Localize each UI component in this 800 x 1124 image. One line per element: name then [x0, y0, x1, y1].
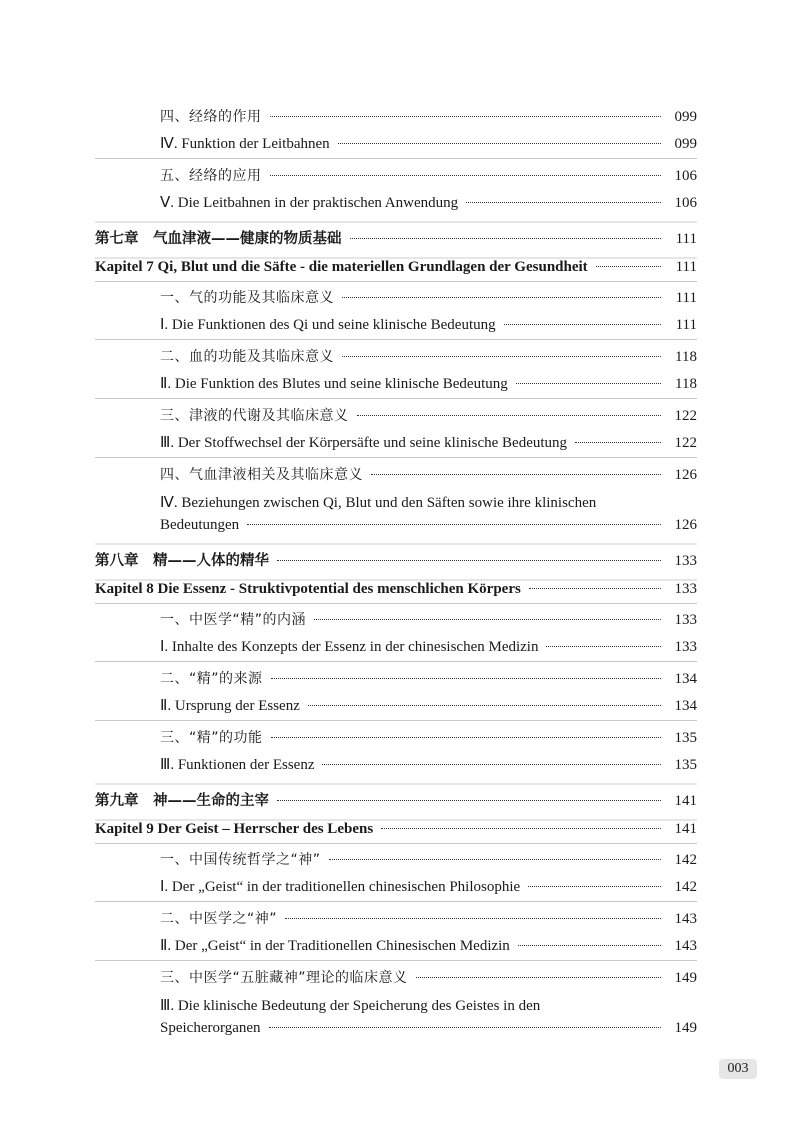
toc-entry-title: Ⅴ. Die Leitbahnen in der praktischen Anwendung	[160, 195, 459, 211]
toc-entry-title: 三、中医学“五脏藏神”理论的临床意义	[160, 970, 408, 986]
dot-leader	[338, 142, 661, 144]
toc-page-number: 099	[674, 136, 697, 152]
entry-separator	[95, 603, 697, 604]
toc-entry-title: 一、中医学“精”的内涵	[160, 612, 307, 628]
entry-separator	[95, 720, 697, 721]
toc-page-number: 118	[675, 349, 697, 365]
toc-chapter-entry[interactable]	[95, 790, 697, 812]
dot-leader	[381, 827, 661, 829]
toc-entry-title-continued: Speicherorganen	[160, 1020, 261, 1036]
dot-leader	[270, 174, 662, 176]
toc-page-number: 149	[674, 1020, 697, 1036]
dot-leader	[357, 414, 662, 416]
dot-leader	[269, 1026, 661, 1028]
toc-section-entry[interactable]	[160, 754, 697, 776]
dot-leader	[342, 296, 661, 298]
dot-leader	[329, 858, 661, 860]
toc-section-entry[interactable]	[160, 1017, 697, 1039]
toc-page-number: 118	[675, 376, 697, 392]
toc-section-entry[interactable]	[160, 405, 697, 427]
toc-section-entry[interactable]	[160, 695, 697, 717]
dot-leader	[342, 355, 661, 357]
dot-leader	[596, 265, 661, 267]
toc-page-number: 142	[674, 879, 697, 895]
toc-page-number: 133	[674, 639, 697, 655]
toc-entry-title: Ⅱ. Der „Geist“ in der Traditionellen Chinesischen Medizin	[160, 938, 510, 954]
toc-entry-title: 二、中医学之“神”	[160, 911, 278, 927]
toc-entry-title: Ⅰ. Die Funktionen des Qi und seine klinische Bedeutung	[160, 317, 496, 333]
entry-separator	[95, 281, 697, 282]
dot-leader	[371, 473, 661, 475]
toc-entry-title: 第八章 精——人体的精华	[95, 553, 269, 569]
toc-entry-title: Ⅱ. Die Funktion des Blutes und seine klinische Bedeutung	[160, 376, 508, 392]
toc-section-entry[interactable]	[160, 908, 697, 930]
toc-section-entry[interactable]	[160, 346, 697, 368]
dot-leader	[277, 559, 661, 561]
toc-entry-title: 三、“精”的功能	[160, 730, 263, 746]
dot-leader	[271, 736, 661, 738]
dot-leader	[518, 944, 661, 946]
dot-leader	[575, 441, 661, 443]
entry-separator	[95, 661, 697, 662]
dot-leader	[350, 237, 662, 239]
toc-page-number: 142	[674, 852, 697, 868]
toc-page-number: 135	[674, 730, 697, 746]
dot-leader	[270, 115, 662, 117]
toc-entry-title: Ⅲ. Die klinische Bedeutung der Speicherung des Geistes in den	[160, 998, 541, 1014]
dot-leader	[322, 763, 661, 765]
toc-entry-title: 二、血的功能及其临床意义	[160, 349, 334, 365]
toc-chapter-entry[interactable]	[95, 256, 697, 278]
toc-entry-title: Ⅰ. Der „Geist“ in der traditionellen chinesischen Philosophie	[160, 879, 521, 895]
dot-leader	[314, 618, 661, 620]
toc-entry-title: 四、经络的作用	[160, 109, 262, 125]
entry-separator	[95, 843, 697, 844]
dot-leader	[271, 677, 661, 679]
toc-page-number: 134	[674, 671, 697, 687]
toc-page-number: 133	[674, 581, 697, 597]
toc-page-number: 099	[674, 109, 697, 125]
toc-entry-title: Ⅰ. Inhalte des Konzepts der Essenz in der chinesischen Medizin	[160, 639, 539, 655]
entry-separator	[95, 398, 697, 399]
toc-page-number: 135	[674, 757, 697, 773]
toc-entry-title: 第七章 气血津液——健康的物质基础	[95, 231, 342, 247]
toc-section-entry[interactable]	[160, 165, 697, 187]
toc-entry-title-continued: Bedeutungen	[160, 517, 240, 533]
toc-chapter-entry[interactable]	[95, 818, 697, 840]
toc-entry-title: Ⅲ. Funktionen der Essenz	[160, 757, 315, 773]
toc-page-number: 141	[674, 793, 697, 809]
toc-page-number: 149	[674, 970, 697, 986]
toc-entry-title: 一、气的功能及其临床意义	[160, 290, 334, 306]
toc-page-number: 143	[674, 911, 697, 927]
toc-section-entry[interactable]	[160, 373, 697, 395]
toc-section-entry[interactable]	[160, 876, 697, 898]
toc-page-number: 133	[674, 553, 697, 569]
toc-section-entry[interactable]	[160, 636, 697, 658]
toc-page-number: 126	[674, 517, 697, 533]
toc-chapter-entry[interactable]	[95, 228, 697, 250]
page-number: 003	[719, 1059, 757, 1079]
dot-leader	[529, 587, 661, 589]
toc-section-entry[interactable]	[160, 609, 697, 631]
chapter-separator	[95, 783, 697, 785]
toc-page-number: 143	[674, 938, 697, 954]
toc-section-entry[interactable]	[160, 133, 697, 155]
toc-entry-title: Ⅳ. Funktion der Leitbahnen	[160, 136, 330, 152]
toc-entry-title: Kapitel 9 Der Geist – Herrscher des Lebens	[95, 821, 374, 837]
toc-page-number: 111	[675, 231, 697, 247]
toc-chapter-entry[interactable]	[95, 578, 697, 600]
dot-leader	[546, 645, 661, 647]
toc-section-entry[interactable]	[160, 464, 697, 486]
toc-page-number: 106	[674, 168, 697, 184]
toc-section-entry[interactable]	[160, 668, 697, 690]
toc-entry-title: Ⅱ. Ursprung der Essenz	[160, 698, 300, 714]
dot-leader	[247, 523, 661, 525]
toc-section-entry[interactable]	[160, 192, 697, 214]
toc-section-entry[interactable]	[160, 727, 697, 749]
toc-entry-title: 一、中国传统哲学之“神”	[160, 852, 321, 868]
toc-page-number: 141	[674, 821, 697, 837]
toc-entry-title: 第九章 神——生命的主宰	[95, 793, 269, 809]
toc-section-entry[interactable]	[160, 106, 697, 128]
dot-leader	[466, 201, 661, 203]
dot-leader	[504, 323, 661, 325]
entry-separator	[95, 457, 697, 458]
toc-page-number: 122	[674, 435, 697, 451]
toc-section-entry[interactable]	[160, 849, 697, 871]
toc-entry-title: 三、津液的代谢及其临床意义	[160, 408, 349, 424]
toc-chapter-entry[interactable]	[95, 550, 697, 572]
chapter-separator	[95, 543, 697, 545]
entry-separator	[95, 158, 697, 159]
dot-leader	[528, 885, 661, 887]
toc-page-number: 111	[675, 317, 697, 333]
dot-leader	[277, 799, 661, 801]
toc-entry-title: Kapitel 8 Die Essenz - Struktivpotential des menschlichen Körpers	[95, 581, 521, 597]
dot-leader	[416, 976, 661, 978]
toc-page-number: 133	[674, 612, 697, 628]
toc-entry-title: 五、经络的应用	[160, 168, 262, 184]
toc-entry-title: 四、气血津液相关及其临床意义	[160, 467, 363, 483]
toc-section-entry[interactable]	[160, 935, 697, 957]
toc-page-number: 126	[674, 467, 697, 483]
toc-page-number: 106	[674, 195, 697, 211]
chapter-separator	[95, 221, 697, 223]
toc-section-entry[interactable]	[160, 432, 697, 454]
dot-leader	[285, 917, 661, 919]
toc-section-entry[interactable]	[160, 514, 697, 536]
dot-leader	[516, 382, 661, 384]
toc-page-number: 111	[675, 290, 697, 306]
entry-separator	[95, 960, 697, 961]
toc-page-number: 111	[675, 259, 697, 275]
toc-page-number: 122	[674, 408, 697, 424]
toc-entry-title: Ⅲ. Der Stoffwechsel der Körpersäfte und seine klinische Bedeutung	[160, 435, 568, 451]
toc-entry-title: 二、“精”的来源	[160, 671, 263, 687]
toc-section-entry[interactable]	[160, 967, 697, 989]
entry-separator	[95, 901, 697, 902]
toc-page-number: 134	[674, 698, 697, 714]
toc-entry-title: Ⅳ. Beziehungen zwischen Qi, Blut und den Säften sowie ihre klinischen	[160, 495, 597, 511]
toc-section-entry[interactable]	[160, 314, 697, 336]
toc-entry-title: Kapitel 7 Qi, Blut und die Säfte - die materiellen Grundlagen der Gesundheit	[95, 259, 588, 275]
entry-separator	[95, 339, 697, 340]
dot-leader	[308, 704, 661, 706]
toc-section-entry[interactable]	[160, 287, 697, 309]
